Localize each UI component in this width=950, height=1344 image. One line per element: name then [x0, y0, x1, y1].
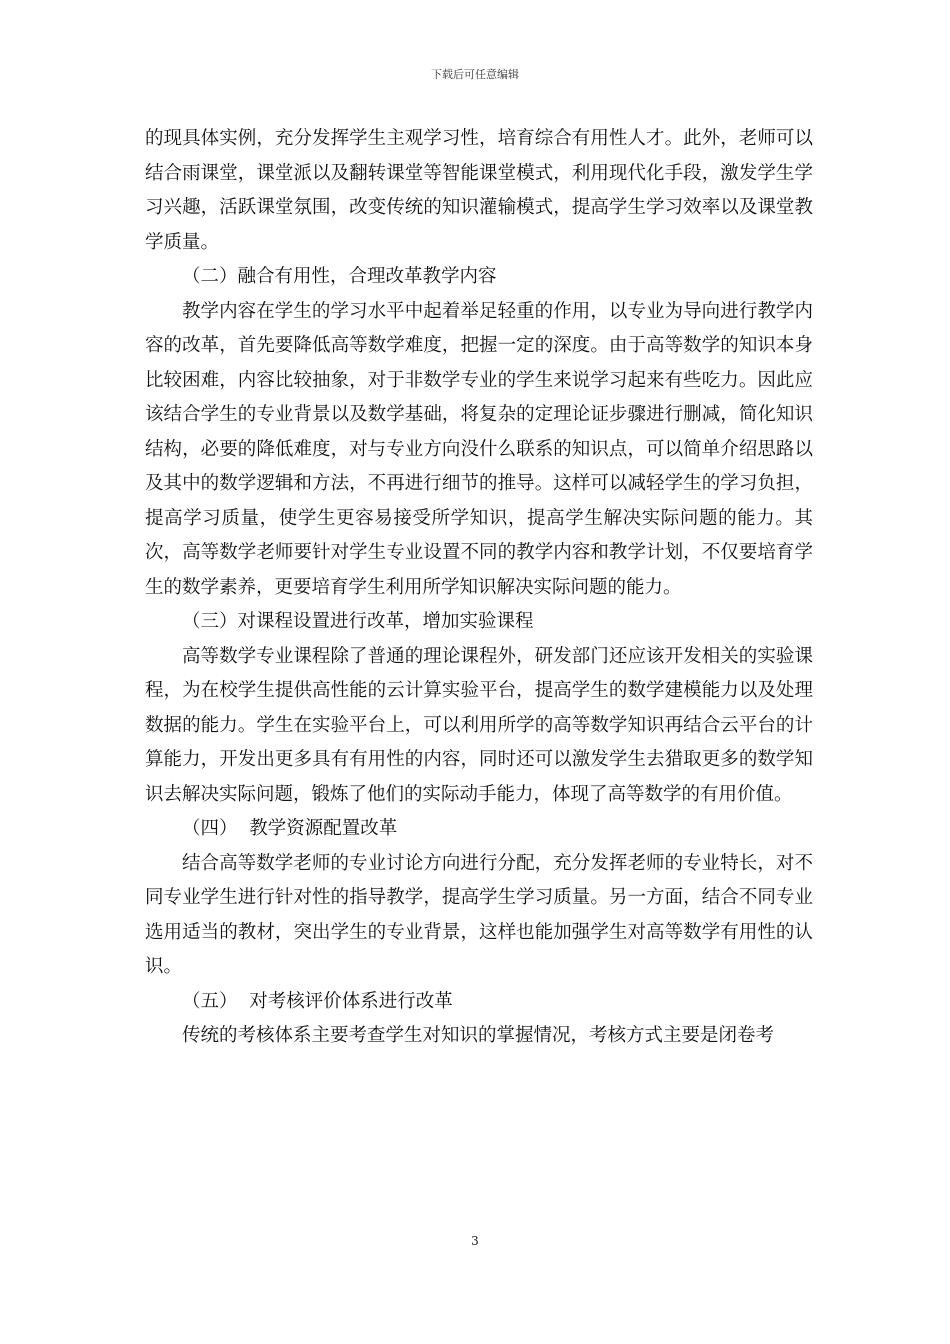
- paragraph-2: 教学内容在学生的学习水平中起着举足轻重的作用，以专业为导向进行教学内容的改革，首先要降低高等数学难度，把握一定的深度。由于高等数学的知识本身比较困难，内容比较抽象，对于非数学专业的学生来说学习起来有些吃力。因此应该结合学生的专业背景以及数学基础，将复杂的定理论证步骤进行删减，简化知识结构，必要的降低难度，对与专业方向没什么联系的知识点，可以简单介绍思路以及其中的数学逻辑和方法，不再进行细节的推导。这样可以减轻学生的学习负担，提高学习质量，使学生更容易接受所学知识，提高学生解决实际问题的能力。其次，高等数学老师要针对学生专业设置不同的教学内容和教学计划，不仅要培育学生的数学素养，更要培育学生利用所学知识解决实际问题的能力。: [145, 300, 813, 598]
- paragraph-5: 传统的考核体系主要考查学生对知识的掌握情况，考核方式主要是闭卷考: [182, 1025, 775, 1046]
- section-heading-5: （五） 对考核评价体系进行改革: [182, 990, 453, 1012]
- section-heading-3: （三）对课程设置进行改革，增加实验课程: [182, 611, 534, 632]
- page-header: 下载后可任意编辑: [431, 68, 519, 81]
- paragraph-1: 的现具体实例，充分发挥学生主观学习性，培育综合有用性人才。此外，老师可以结合雨课堂，课堂派以及翻转课堂等智能课堂模式，利用现代化手段，激发学生学习兴趣，活跃课堂氛围，改变传统的知识灌输模式，提高学生学习效率以及课堂教学质量。: [145, 128, 813, 253]
- page-content: [145, 122, 813, 1054]
- section-heading-4: （四） 教学资源配置改革: [182, 818, 398, 839]
- paragraph-3: 高等数学专业课程除了普通的理论课程外，研发部门还应该开发相关的实验课程，为在校学生提供高性能的云计算实验平台，提高学生的数学建模能力以及处理数据的能力。学生在实验平台上，可以利用所学的高等数学知识再结合云平台的计算能力，开发出更多具有有用性的内容，同时还可以激发学生去猎取更多的数学知识去解决实际问题，锻炼了他们的实际动手能力，体现了高等数学的有用价值。: [145, 645, 813, 805]
- section-heading-2: （二）融合有用性，合理改革教学内容: [182, 266, 497, 287]
- paragraph-4: 结合高等数学老师的专业讨论方向进行分配，充分发挥老师的专业特长，对不同专业学生进行针对性的指导教学，提高学生学习质量。另一方面，结合不同专业选用适当的教材，突出学生的专业背景，这样也能加强学生对高等数学有用性的认识。: [145, 852, 813, 977]
- page-number: 3: [471, 1234, 479, 1248]
